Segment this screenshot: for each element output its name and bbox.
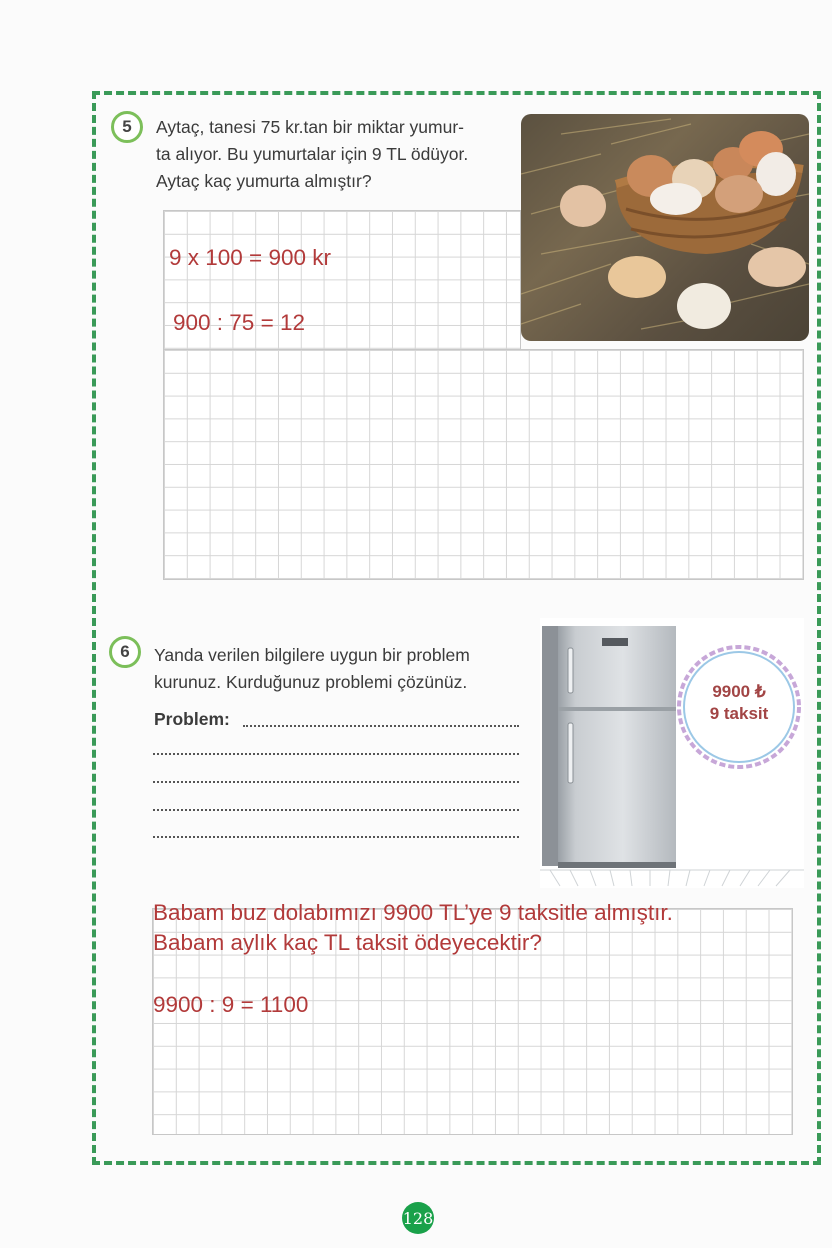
q6-answer-problem-line-2: Babam aylık kaç TL taksit ödeyecektir? — [153, 930, 542, 955]
egg-basket-illustration — [521, 114, 809, 341]
page-number: 128 — [402, 1202, 434, 1234]
problem-write-line-2[interactable] — [153, 753, 519, 755]
q6-answer-solution: 9900 : 9 = 1100 — [153, 992, 309, 1017]
question-5-text — [156, 114, 468, 195]
question-6-line-2: kurunuz. Kurduğunuz problemi çözünüz. — [154, 672, 468, 692]
question-6-text — [154, 642, 470, 696]
q6-answer-problem-line-1: Babam buz dolabımızı 9900 TL’ye 9 taksitle almıştır. — [153, 900, 673, 925]
q5-answer-step-1: 9 x 100 = 900 kr — [169, 245, 331, 270]
problem-write-line-1[interactable] — [243, 725, 519, 727]
badge-installment: 9 taksit — [709, 704, 769, 723]
problem-write-line-3[interactable] — [153, 781, 519, 783]
egg-basket-photo — [521, 114, 809, 341]
question-6-line-1: Yanda verilen bilgilere uygun bir problem — [154, 645, 470, 665]
problem-write-line-5[interactable] — [153, 836, 519, 838]
problem-write-line-4[interactable] — [153, 809, 519, 811]
question-5-number: 5 — [111, 111, 143, 143]
question-5-line-1: Aytaç, tanesi 75 kr.tan bir miktar yumur- — [156, 117, 464, 137]
q5-answer-step-2: 900 : 75 = 12 — [173, 310, 305, 335]
question-5-line-2: ta alıyor. Bu yumurtalar için 9 TL ödüyor. — [156, 144, 469, 164]
question-6-number: 6 — [109, 636, 141, 668]
problem-label: Problem: — [154, 709, 230, 729]
question-5-line-3: Aytaç kaç yumurta almıştır? — [156, 171, 372, 191]
price-badge — [672, 640, 806, 774]
badge-price: 9900 ₺ — [712, 682, 766, 701]
answer-grid-5-lower — [163, 349, 804, 580]
